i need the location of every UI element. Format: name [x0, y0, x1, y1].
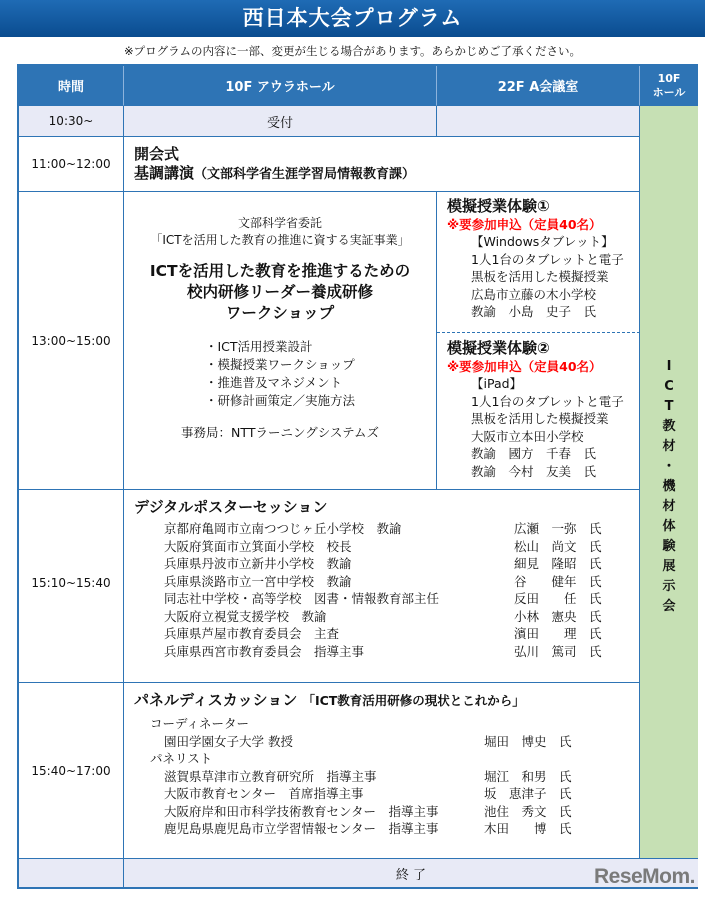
panelist-entry: [150, 785, 639, 803]
side-exhibit-char: 示: [662, 579, 676, 594]
reception-room-empty: [437, 106, 640, 137]
mock2-school: 大阪市立本田小学校: [471, 428, 584, 444]
workshop-secretariat: 事務局：NTTラーニングシステムズ: [181, 425, 379, 440]
end-label: 終 了: [124, 859, 698, 887]
panelist-org: 大阪府岸和田市科学技術教育センター 指導主事: [164, 803, 439, 819]
side-exhibit-char: C: [664, 379, 674, 394]
mock2-teacher: 教諭 今村 友美 氏: [471, 463, 597, 479]
resemom-logo: ReseMom.: [593, 865, 695, 888]
workshop-bullet: ・研修計画策定／実施方法: [204, 393, 355, 408]
workshop-commission: 文部科学省委託: [237, 216, 322, 230]
poster-entry: [164, 573, 639, 591]
coordinator-label: コーディネーター: [150, 716, 250, 731]
panel-cell: [124, 683, 640, 859]
mock2-teacher: 教諭 國方 千春 氏: [471, 446, 597, 461]
mock2-note: ※要参加申込（定員40名）: [447, 359, 602, 374]
panel-title: パネルディスカッション: [134, 691, 298, 709]
mock1-school: 広島市立藤の木小学校: [471, 286, 597, 302]
panelist-entry: [150, 768, 639, 786]
side-exhibit-char: I: [666, 359, 672, 374]
mock-lesson-1: [437, 192, 640, 333]
workshop-title-3: ワークショップ: [225, 304, 335, 322]
side-exhibit-column: [640, 106, 698, 859]
workshop-title-2: 校内研修リーダー養成研修: [186, 283, 373, 301]
poster-org: 京都府亀岡市立南つつじヶ丘小学校 教諭: [164, 521, 402, 536]
mock-lesson-2: [437, 333, 640, 490]
header-side: [640, 66, 698, 106]
panelist-name: 池住 秀文 氏: [484, 803, 572, 819]
opening-time: 11:00~12:00: [19, 137, 124, 192]
poster-cell: [124, 490, 640, 683]
panelist-org: 鹿児島県鹿児島市立学習情報センター 指導主事: [164, 821, 439, 836]
coordinator-org: 園田学園女子大学 教授: [164, 733, 293, 749]
coordinator-name: 堀田 博史 氏: [484, 733, 572, 749]
workshop-bullet: ・模擬授業ワークショップ: [204, 357, 355, 372]
side-exhibit-char: 験: [662, 539, 676, 554]
poster-entry: [164, 538, 639, 556]
side-exhibit-char: 会: [662, 599, 676, 614]
header-side-line1: 10F: [657, 71, 681, 85]
mock2-desc1: 1人1台のタブレットと電子: [471, 393, 624, 409]
poster-org: 大阪府立視覚支援学校 教諭: [164, 608, 327, 624]
mock1-teacher: 教諭 小島 史子 氏: [471, 304, 597, 319]
workshop-project: 「ICTを活用した教育の推進に資する実証事業」: [150, 233, 410, 247]
poster-org: 同志社中学校・高等学校 図書・情報教育部主任: [164, 591, 440, 606]
mock2-desc2: 黒板を活用した模擬授業: [471, 411, 609, 426]
poster-org: 大阪府箕面市立箕面小学校 校長: [164, 538, 352, 554]
side-exhibit-char: 材: [662, 499, 676, 514]
poster-entry: [164, 625, 639, 643]
change-notice: ※プログラムの内容に一部、変更が生じる場合があります。あらかじめご了承ください。: [123, 44, 582, 58]
mock1-desc1: 1人1台のタブレットと電子: [471, 251, 624, 267]
side-exhibit-char: 体: [662, 519, 676, 534]
panelist-org: 大阪市教育センター 首席指導主事: [164, 786, 364, 801]
panelist-label: パネリスト: [150, 751, 213, 766]
panelist-name: 坂 恵津子 氏: [484, 786, 572, 801]
opening-cell: [124, 137, 640, 192]
reception-label: 受付: [124, 106, 437, 137]
keynote-org: （文部科学省生涯学習局情報教育課）: [194, 167, 416, 182]
opening-title: 開会式: [134, 145, 180, 163]
poster-entry: [164, 590, 639, 608]
header-side-line2: ホール: [652, 85, 686, 99]
mock1-device: 【Windowsタブレット】: [471, 234, 614, 249]
header-room: 22F A会議室: [437, 66, 640, 106]
poster-entry: [164, 608, 639, 626]
side-exhibit-char: ・: [662, 459, 676, 474]
panel-time: 15:40~17:00: [19, 683, 124, 859]
poster-name: 谷 健年 氏: [514, 573, 602, 589]
side-exhibit-char: T: [664, 399, 674, 414]
poster-entry: [164, 520, 639, 538]
poster-org: 兵庫県西宮市教育委員会 指導主事: [164, 643, 365, 659]
poster-name: 松山 尚文 氏: [514, 538, 602, 554]
mock1-note: ※要参加申込（定員40名）: [447, 217, 602, 232]
panelist-name: 木田 博 氏: [484, 821, 572, 836]
panel-subtitle: 「ICT教育活用研修の現状とこれから」: [302, 693, 525, 708]
workshop-bullet: ・ICT活用授業設計: [204, 339, 313, 354]
poster-title: デジタルポスターセッション: [134, 498, 328, 516]
panelist-name: 堀江 和男 氏: [484, 768, 572, 784]
header-time: 時間: [19, 66, 124, 106]
poster-org: 兵庫県丹波市立新井小学校 教諭: [164, 556, 352, 571]
poster-name: 広瀬 一弥 氏: [514, 521, 602, 536]
mock1-desc2: 黒板を活用した模擬授業: [471, 269, 609, 284]
side-exhibit-char: 機: [662, 479, 676, 494]
end-time-empty: [19, 859, 124, 887]
workshop-bullet: ・推進普及マネジメント: [204, 375, 343, 390]
poster-org: 兵庫県芦屋市教育委員会 主査: [164, 626, 340, 641]
poster-name: 小林 憲央 氏: [514, 608, 602, 624]
poster-name: 細見 隆昭 氏: [514, 556, 602, 571]
poster-entry: [164, 555, 639, 573]
mock2-device: 【iPad】: [471, 376, 523, 391]
workshop-bullets: [205, 338, 355, 410]
side-exhibit-char: 教: [662, 419, 676, 434]
panelist-entry: [150, 820, 639, 838]
mock2-title: 模擬授業体験②: [447, 339, 550, 357]
program-table: [17, 64, 698, 889]
panelist-org: 滋賀県草津市立教育研究所 指導主事: [164, 768, 377, 784]
poster-name: 濱田 理 氏: [514, 626, 602, 641]
poster-name: 反田 任 氏: [514, 591, 602, 606]
keynote-title: 基調講演: [134, 164, 195, 182]
reception-time: 10:30~: [19, 106, 124, 137]
workshop-title-1: ICTを活用した教育を推進するための: [149, 262, 411, 280]
coordinator-entry: [150, 733, 639, 751]
page-title: 西日本大会プログラム: [0, 0, 705, 37]
poster-entry: [164, 643, 639, 661]
side-exhibit-char: 展: [662, 559, 676, 574]
poster-name: 弘川 篤司 氏: [514, 643, 602, 659]
poster-org: 兵庫県淡路市立一宮中学校 教諭: [164, 573, 352, 589]
poster-time: 15:10~15:40: [19, 490, 124, 683]
side-exhibit-char: 材: [662, 439, 676, 454]
mock1-title: 模擬授業体験①: [447, 197, 550, 215]
panelist-entry: [150, 803, 639, 821]
workshop-cell: [124, 192, 437, 490]
workshop-time: 13:00~15:00: [19, 192, 124, 490]
header-hall: 10F アウラホール: [124, 66, 437, 106]
